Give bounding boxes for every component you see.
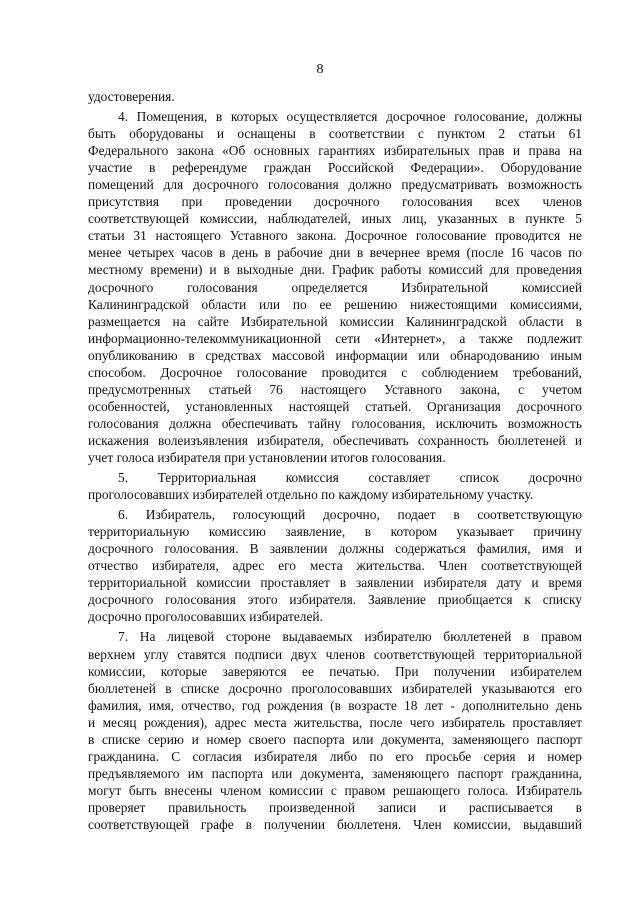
text-line: статьи 31 настоящего Уставного закона. Досрочное голосование проводится не [88,228,582,244]
text-line: опубликованию в средствах массовой информации или обнародованию иным [88,347,582,363]
text-line: фамилия, имя, отчество, год рождения (в возрасте 18 лет - дополнительно день [88,697,582,713]
paragraph [88,628,582,833]
text-line: способом. Досрочное голосование проводится с соблюдением требований, [88,364,582,380]
text-line: и месяц рождения), адрес места жительства, после чего избиратель проставляет [88,714,582,730]
text-line: менее четырех часов в день в рабочие дни в вечернее время (после 16 часов по [88,245,582,261]
text-line: присутствия при проведении досрочного голосования всех членов [88,194,582,210]
text-line: 6. Избиратель, голосующий досрочно, подает в соответствующую [118,507,582,523]
text-line: гражданина. С согласия избирателя либо по его просьбе серия и номер [88,748,582,764]
text-line: местному времени) и в выходные дни. График работы комиссий для проведения [88,262,582,278]
text-line: участие в референдуме граждан Российской Федерации». Оборудование [88,160,582,176]
text-line: проверяет правильность произведенной записи и расписывается в [88,799,582,815]
text-line: проголосовавших избирателей отдельно по каждому избирательному участку. [88,487,534,503]
text-line: 5. Территориальная комиссия составляет список досрочно [118,470,582,486]
page-number: 8 [316,62,324,77]
text-line: учет голоса избирателя при установлении итогов голосования. [88,449,446,465]
text-line: в списке серию и номер своего паспорта или документа, заменяющего паспорт [88,731,582,747]
text-line: бюллетеней в списке досрочно проголосовавших избирателей указываются его [88,680,582,696]
text-line: Калининградской области или по ее решению нижестоящими комиссиями, [88,296,582,312]
text-line: размещается на сайте Избирательной комиссии Калининградской области в [88,313,582,329]
text-line: особенностей, установленных настоящей статьей. Организация досрочного [88,398,582,414]
text-line: досрочного голосования. В заявлении должны содержаться фамилия, имя и [88,541,582,557]
text-line: территориальную комиссию заявление, в котором указывает причину [88,524,582,540]
document-body [88,88,582,833]
text-line: досрочного голосования этого избирателя. Заявление приобщается к списку [88,592,582,608]
text-line: предъявляемого им паспорта или документа, заменяющего паспорт гражданина, [88,765,582,781]
text-line: соответствующей графе в получении бюллетеня. Член комиссии, выдавший [88,816,582,832]
text-line: территориальной комиссии проставляет в заявлении избирателя дату и время [88,575,582,591]
text-line: помещений для досрочного голосования должно предусматривать возможность [88,177,582,193]
text-line: комиссии, которые заверяются ее печатью. При получении избирателем [88,663,582,679]
text-line: Федерального закона «Об основных гарантиях избирательных прав и права на [88,143,582,159]
text-line: быть оборудованы и оснащены в соответствии с пунктом 2 статьи 61 [88,126,582,142]
text-line: досрочно проголосовавших избирателей. [88,609,323,625]
text-line: могут быть внесены членом комиссии с правом решающего голоса. Избиратель [88,782,582,798]
text-line: голосования должна обеспечивать тайну голосования, исключить возможность [88,415,582,431]
paragraph [88,469,582,503]
text-line: досрочного голосования определяется Избирательной комиссией [88,279,582,295]
text-line: верхнем углу ставятся подписи двух членов соответствующей территориальной [88,646,582,662]
text-line: информационно-телекоммуникационной сети «Интернет», а также подлежит [88,330,582,346]
text-line: 7. На лицевой стороне выдаваемых избирателю бюллетеней в правом [118,629,582,645]
text-line: предусмотренных статьей 76 настоящего Уставного закона, с учетом [88,381,582,397]
text-line: соответствующей комиссии, наблюдателей, иных лиц, указанных в пункте 5 [88,211,582,227]
text-line: искажения волеизъявления избирателя, обеспечивать сохранность бюллетеней и [88,432,582,448]
text-line: удостоверения. [88,89,175,104]
paragraph [88,108,582,466]
text-line: отчество избирателя, адрес его места жительства. Член соответствующей [88,558,582,574]
text-line: 4. Помещения, в которых осуществляется досрочное голосование, должны [118,109,582,125]
paragraph [88,88,582,105]
paragraph [88,506,582,625]
